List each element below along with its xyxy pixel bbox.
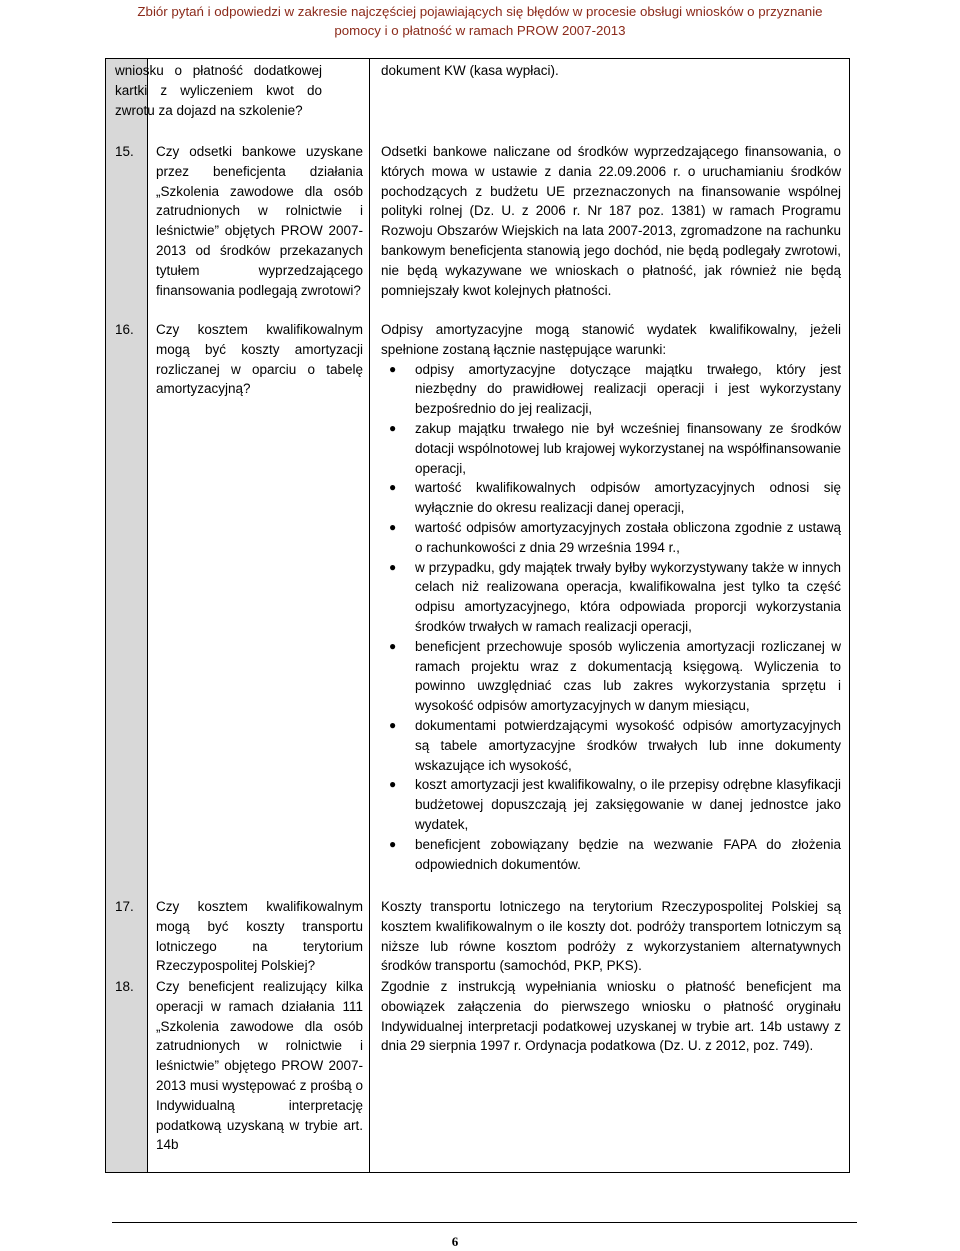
bullet-icon: ● xyxy=(389,559,397,574)
bullet-icon: ● xyxy=(389,638,397,653)
question-text: Czy kosztem kwalifikowalnym mogą być koszty amortyzacji rozliczanej w oparciu o tabelę amortyzacyjną? xyxy=(156,322,363,397)
question-text: Czy kosztem kwalifikowalnym mogą być koszty transportu lotniczego na terytorium Rzeczypospolitej Polskiej? xyxy=(156,899,363,974)
answer-text: Koszty transportu lotniczego na terytorium Rzeczypospolitej Polskiej są kosztem kwalifikowalnym o ile koszty dot. podróży transportem lotniczym są niższe lub równe kosztom podróży z wykorzystaniem alternatywnych środków transportu (samochód, PKP, PKS). xyxy=(381,899,841,974)
list-item: ● dokumentami potwierdzającymi wysokość odpisów amortyzacyjnych są tabele amortyzacyjne środków trwałych lub inne dokumenty wskazujące ich wysokość, xyxy=(389,717,841,773)
list-item: ● beneficjent zobowiązany będzie na wezwanie FAPA do złożenia odpowiednich dokumentów. xyxy=(389,836,841,872)
bullet-icon: ● xyxy=(389,420,397,435)
row-number: 18. xyxy=(115,979,134,994)
answer-text: Zgodnie z instrukcją wypełniania wniosku o płatność beneficjent ma obowiązek załączenia do pierwszego wniosku o płatność oryginału Indywidualnej interpretacji podatkowej uzyskanej w trybie art. 14b ustawy z dnia 29 sierpnia 1997 r. Ordynacja podatkowa (Dz. U. z 2012, poz. 749). xyxy=(381,979,841,1054)
list-item: ● odpisy amortyzacyjne dotyczące majątku trwałego, który jest niezbędny do prawidłowej realizacji operacji i jest wykorzystany bezpośrednio do jej realizacji, xyxy=(389,361,841,417)
list-item: ● beneficjent przechowuje sposób wyliczenia amortyzacji rozliczanej w ramach projektu wraz z dokumentacją księgową. Wyliczenia to powinno uwzględniać czas lub zakres wykorzystania sprzętu i wysokość odpisów amortyzacyjnych w danym miesiącu, xyxy=(389,638,841,714)
row-number: 17. xyxy=(115,899,134,914)
footer-divider xyxy=(112,1222,857,1223)
conditions-list xyxy=(381,360,841,875)
answer-block xyxy=(381,320,841,874)
question-text: wniosku o płatność dodatkowej kartki z wyliczeniem kwot do zwrotu za dojazd na szkolenie? xyxy=(115,63,322,118)
answer-intro: Odpisy amortyzacyjne mogą stanowić wydatek kwalifikowalny, jeżeli spełnione zostaną łącznie następujące warunki: xyxy=(381,322,841,357)
bullet-icon: ● xyxy=(389,480,397,495)
page-number: 6 xyxy=(451,1234,459,1249)
bullet-icon: ● xyxy=(389,519,397,534)
list-item: ● w przypadku, gdy majątek trwały byłby wykorzystywany także w innych celach niż realizowana operacja, kwalifikowalna jest tylko ta część odpisu amortyzacyjnego, która odpowiada proporcji wykorzystania środków trwałych w ramach realizacji operacji, xyxy=(389,559,841,634)
row-number: 15. xyxy=(115,144,134,159)
question-text: Czy beneficjent realizujący kilka operacji w ramach działania 111 „Szkolenia zawodowe dla osób zatrudnionych w rolnictwie i leśnictwie” objętego PROW 2007-2013 musi występować z prośbą o Indywidualną interpretację podatkową uzyskaną w trybie art. 14b xyxy=(156,979,363,1153)
list-item: ● zakup majątku trwałego nie był wcześniej finansowany ze środków dotacji wspólnotowej lub krajowej wykorzystanej na współfinansowanie operacji, xyxy=(389,420,841,476)
list-item: ● koszt amortyzacji jest kwalifikowalny, o ile przepisy odrębne klasyfikacji budżetowej dopuszczają jej zaksięgowanie w danej jednostce jako wydatek, xyxy=(389,777,841,832)
question-text: Czy odsetki bankowe uzyskane przez beneficjenta działania „Szkolenia zawodowe dla osób zatrudnionych w rolnictwie i leśnictwie” objętych PROW 2007-2013 od środków przekazanych tytułem wyprzedzającego finansowania podlegają zwrotowi? xyxy=(156,144,363,298)
answer-text: dokument KW (kasa wypłaci). xyxy=(381,63,559,78)
header-line-2: pomocy i o płatność w ramach PROW 2007-2013 xyxy=(334,23,626,38)
list-item: ● wartość kwalifikowalnych odpisów amortyzacyjnych odnosi się wyłącznie do okresu realizacji danej operacji, xyxy=(389,480,841,516)
page-header xyxy=(0,2,960,40)
header-line-1: Zbiór pytań i odpowiedzi w zakresie najczęściej pojawiających się błędów w procesie obsługi wniosków o przyznanie xyxy=(137,4,823,19)
bullet-icon: ● xyxy=(389,361,397,376)
bullet-icon: ● xyxy=(389,836,397,851)
qa-table xyxy=(105,58,850,1173)
bullet-icon: ● xyxy=(389,717,397,732)
number-column xyxy=(106,59,148,1172)
list-item: ● wartość odpisów amortyzacyjnych została obliczona zgodnie z ustawą o rachunkowości z dnia 29 września 1994 r., xyxy=(389,519,841,555)
answer-text: Odsetki bankowe naliczane od środków wyprzedzającego finansowania, o których mowa w ustawie z dania 22.09.2006 r. o uruchamianiu środków pochodzących z budżetu UE przeznaczonych na finansowanie wspólnej polityki rolnej (Dz. U. z 2006 r. Nr 187 poz. 1381) w ramach Programu Rozwoju Obszarów Wiejskich na lata 2007-2013, zgromadzone na rachunku bankowym beneficjenta stanowią jego dochód, nie będą podlegały zwrotowi, nie będą wykazywane we wnioskach o płatność, jak również nie będą pomniejszały kwot kolejnych płatności. xyxy=(381,144,841,298)
bullet-icon: ● xyxy=(389,777,397,792)
row-number: 16. xyxy=(115,322,134,337)
